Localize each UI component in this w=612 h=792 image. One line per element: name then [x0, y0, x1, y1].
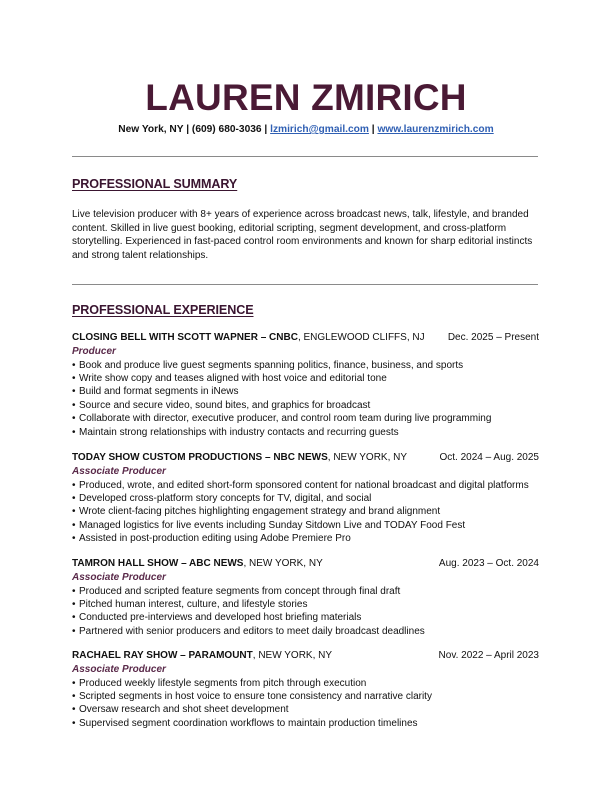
bullet-icon: •	[72, 413, 76, 425]
website-link[interactable]: www.laurenzmirich.com	[377, 124, 494, 135]
bullet-text: Maintain strong relationships with industry contacts and recurring guests	[79, 426, 399, 438]
job-org	[72, 451, 407, 465]
bullet-text: Produced weekly lifestyle segments from pitch through execution	[79, 677, 367, 689]
job-role: Associate Producer	[72, 466, 166, 477]
bullet-item	[72, 399, 539, 412]
bullet-icon: •	[72, 585, 76, 597]
job-entry	[72, 649, 539, 730]
bullet-icon: •	[72, 399, 76, 411]
bullet-item	[72, 412, 539, 425]
bullet-icon: •	[72, 519, 76, 531]
job-employer: TODAY SHOW CUSTOM PRODUCTIONS – NBC NEWS	[72, 452, 328, 463]
job-dates: Oct. 2024 – Aug. 2025	[439, 452, 539, 463]
job-bullets	[72, 585, 539, 639]
bullet-item	[72, 385, 539, 398]
bullet-text: Book and produce live guest segments spanning politics, finance, business, and sports	[79, 359, 464, 371]
job-header	[72, 649, 539, 663]
bullet-item	[72, 532, 539, 545]
bullet-text: Conducted pre-interviews and developed host briefing materials	[79, 612, 362, 624]
bullet-icon: •	[72, 492, 76, 504]
bullet-text: Source and secure video, sound bites, and graphics for broadcast	[79, 399, 371, 411]
bullet-text: Write show copy and teases aligned with host voice and editorial tone	[79, 372, 387, 384]
contact-phone: (609) 680-3036	[191, 124, 262, 135]
job-role: Associate Producer	[72, 664, 166, 675]
bullet-item	[72, 372, 539, 385]
bullet-text: Wrote client-facing pitches highlighting engagement strategy and brand alignment	[79, 506, 441, 518]
bullet-text: Developed cross-platform story concepts for TV, digital, and social	[79, 492, 372, 504]
bullet-item	[72, 426, 539, 439]
bullet-icon: •	[72, 625, 76, 637]
job-header	[72, 451, 539, 465]
bullet-icon: •	[72, 426, 76, 438]
job-location: , ENGLEWOOD CLIFFS, NJ	[297, 332, 425, 343]
job-entry	[72, 331, 539, 439]
job-dates: Nov. 2022 – April 2023	[438, 650, 539, 661]
summary-divider	[72, 284, 538, 285]
bullet-item	[72, 479, 539, 492]
email-link[interactable]: lzmirich@gmail.com	[270, 124, 369, 135]
candidate-name: LAUREN ZMIRICH	[145, 77, 467, 118]
bullet-icon: •	[72, 533, 76, 545]
bullet-text: Build and format segments in iNews	[79, 386, 239, 398]
job-dates: Dec. 2025 – Present	[447, 332, 539, 343]
bullet-text: Partnered with senior producers and editors to meet daily broadcast deadlines	[79, 625, 425, 637]
bullet-item	[72, 703, 539, 716]
bullet-text: Assisted in post-production editing using Adobe Premiere Pro	[79, 533, 351, 545]
bullet-item	[72, 598, 539, 611]
bullet-item	[72, 585, 539, 598]
bullet-item	[72, 717, 539, 730]
bullet-icon: •	[72, 690, 76, 702]
bullet-icon: •	[72, 506, 76, 518]
job-header	[72, 557, 539, 571]
bullet-text: Collaborate with director, executive producer, and control room team during live programming	[79, 413, 492, 425]
bullet-icon: •	[72, 372, 76, 384]
job-role: Producer	[72, 346, 116, 357]
bullet-icon: •	[72, 386, 76, 398]
contact-separator: |	[183, 124, 192, 135]
bullet-item	[72, 519, 539, 532]
job-entry	[72, 451, 539, 546]
job-employer: TAMRON HALL SHOW – ABC NEWS	[72, 558, 244, 569]
bullet-icon: •	[72, 677, 76, 689]
bullet-icon: •	[72, 612, 76, 624]
bullet-icon: •	[72, 717, 76, 729]
job-org	[72, 557, 323, 571]
job-employer: RACHAEL RAY SHOW – PARAMOUNT	[72, 650, 253, 661]
bullet-icon: •	[72, 359, 76, 371]
contact-separator: |	[368, 124, 378, 135]
job-dates: Aug. 2023 – Oct. 2024	[438, 558, 539, 569]
bullet-text: Managed logistics for live events including Sunday Sitdown Live and TODAY Food Fest	[79, 519, 466, 531]
job-org	[72, 649, 332, 663]
experience-section-title: PROFESSIONAL EXPERIENCE	[72, 303, 254, 317]
job-location: , NEW YORK, NY	[252, 650, 333, 661]
header-divider	[72, 156, 538, 157]
bullet-text: Scripted segments in host voice to ensure tone consistency and narrative clarity	[79, 690, 432, 702]
bullet-item	[72, 677, 539, 690]
bullet-item	[72, 690, 539, 703]
bullet-text: Supervised segment coordination workflows to maintain production timelines	[79, 717, 418, 729]
bullet-item	[72, 492, 539, 505]
summary-text: Live television producer with 8+ years of experience across broadcast news, talk, lifestyle, and branded content. Skilled in live guest booking, editorial scripting, segment development, and cross-platform storytelling. Experienced in fast-paced control room environments and known for sharp editorial instincts and strong talent relationships.	[72, 209, 533, 261]
job-entry	[72, 557, 539, 638]
job-location: , NEW YORK, NY	[243, 558, 323, 569]
bullet-text: Produced, wrote, and edited short-form sponsored content for national broadcast and digital platforms	[79, 479, 529, 491]
bullet-item	[72, 505, 539, 518]
job-role: Associate Producer	[72, 572, 166, 583]
bullet-text: Produced and scripted feature segments from concept through final draft	[79, 585, 401, 597]
summary-section-title: PROFESSIONAL SUMMARY	[72, 177, 238, 191]
bullet-icon: •	[72, 704, 76, 716]
job-employer: CLOSING BELL WITH SCOTT WAPNER – CNBC	[72, 332, 298, 343]
bullet-item	[72, 611, 539, 624]
bullet-item	[72, 359, 539, 372]
contact-line	[0, 123, 612, 136]
contact-separator: |	[261, 124, 271, 135]
bullet-item	[72, 625, 539, 638]
contact-location: New York, NY	[118, 124, 184, 135]
bullet-icon: •	[72, 598, 76, 610]
job-location: , NEW YORK, NY	[327, 452, 408, 463]
job-bullets	[72, 479, 539, 546]
job-org	[72, 331, 425, 345]
job-bullets	[72, 677, 539, 731]
job-header	[72, 331, 539, 345]
bullet-text: Pitched human interest, culture, and lifestyle stories	[79, 598, 308, 610]
bullet-text: Oversaw research and shot sheet development	[79, 704, 289, 716]
job-bullets	[72, 359, 539, 439]
bullet-icon: •	[72, 479, 76, 491]
